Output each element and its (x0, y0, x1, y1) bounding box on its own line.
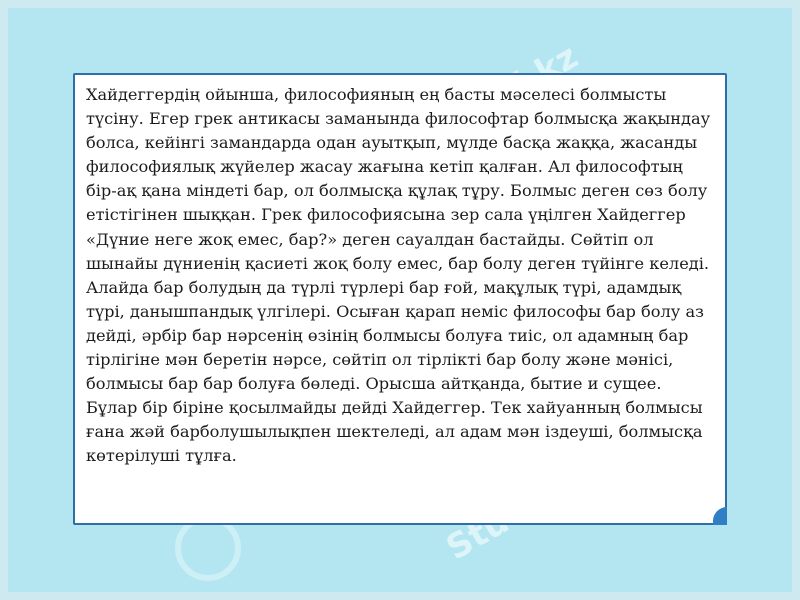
page-curl-corner (713, 507, 727, 525)
body-paragraph: Хайдеггердің ойынша, философияның ең басты мәселесі болмысты түсіну. Егер грек антикасы заманында философтар болмысқа жақындау болса, кейінгі замандарда одан ауытқып, мүлде басқа жаққа, жасанды философиялық жүйелер жасау жағына кетіп қалған. Ал философтың бір-ақ қана міндеті бар, ол болмысқа құлақ тұру. Болмыс деген сөз болу етістігінен шыққан. Грек философиясына зер сала үңілген Хайдеггер «Дүние неге жоқ емес, бар?» деген сауалдан бастайды. Сөйтіп ол шынайы дүниенің қасиеті жоқ болу емес, бар болу деген түйінге келеді. Алайда бар болудың да түрлі түрлері бар ғой, мақұлық түрі, адамдық түрі, данышпандық үлгілері. Осыған қарап неміс философы бар болу аз дейді, әрбір бар нәрсенің өзінің болмысы болуға тиіс, ол адамның бар тірлігіне мән беретін нәрсе, сөйтіп ол тірлікті бар болу және мәнісі, болмысы бар бар болуға бөледі. Орысша айтқанда, бытие и сущее. Бұлар бір біріне қосылмайды дейді Хайдеггер. Тек хайуанның болмысы ғана жәй барболушылықпен шектеледі, ал адам мән іздеуші, болмысқа көтерілуші тұлға. (86, 85, 711, 466)
text-card (73, 73, 727, 525)
